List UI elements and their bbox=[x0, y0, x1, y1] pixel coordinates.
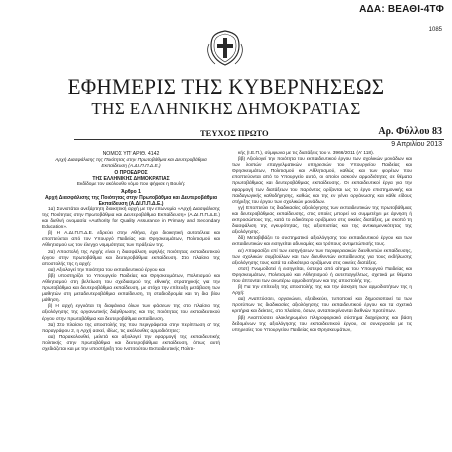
issue-label: ΤΕΥΧΟΣ ΠΡΩΤΟ bbox=[200, 128, 269, 138]
article-heading: Άρθρο 1 bbox=[121, 188, 141, 195]
law-number: ΝΟΜΟΣ ΥΠ' ΑΡΙΘ. 4142 bbox=[102, 151, 160, 157]
paragraph: 2α) Αποστολή της Αρχής είναι η διασφάλιση υψηλής ποιότητας εκπαιδευτικού έργου στην πρωτοβάθμια και δευτεροβάθμια εκπαίδευση. Στο πλαίσιο της αποστολής της η αρχή: bbox=[42, 249, 220, 267]
sheet-number: Αρ. Φύλλου 83 bbox=[378, 126, 442, 137]
paragraph: αα) Αξιολογεί την ποιότητα του εκπαιδευτικού έργου και bbox=[48, 267, 165, 273]
paragraph: κής (Ι.Ε.Π.), σύμφωνα με τις διατάξεις του ν. 3966/2011 (Α' 118). bbox=[238, 151, 375, 156]
ada-code: ΑΔΑ: ΒΕΑΘΙ-4ΤΦ bbox=[359, 4, 444, 15]
article-title: Αρχή Διασφάλισης της Ποιότητας στην Πρωτοβάθμια και Δευτεροβάθμια Εκπαίδευση (Α.ΔΙ.Π.Π.Δ.Ε.) bbox=[44, 194, 218, 207]
paragraph: αα) Αναπτύσσει, οργανώνει, εξειδικεύει, τυποποιεί και δημοσιοποιεί τα των προτύπων τις διαδικασίες αξιολόγησης του εκπαιδευτικού έργου και τα σχετικά κριτήρια και δείκτες, στο πλαίσιο, όσων, ανταποκρίνονται διεθνών προτύπων. bbox=[232, 297, 412, 315]
paragraph: β) Η αρχή εγγυάται τη διαφάνεια όλων των φάσεων της στο πλαίσιο της αξιολόγησης της οργανωτικής διάρθρωσης και της ποιότητας του εκπαιδευτικού έργου στην πρωτοβάθμια και δευτεροβάθμια εκπαίδευση. bbox=[42, 304, 220, 322]
paragraph: ββ) Αναπτύσσει ολοκληρωμένο πληροφοριακό σύστημα διαχείρισης και βάση δεδομένων της αξιολόγησης του εκπαιδευτικού έργου, σε συνεργασία με τις υπηρεσίες του Υπουργείου Παιδείας και Θρησκευμάτων, bbox=[232, 315, 412, 333]
president-heading: Ο ΠΡΟΕΔΡΟΣ bbox=[114, 170, 148, 177]
header-divider bbox=[74, 139, 444, 140]
paragraph: γγ) Εποπτεύει τις διαδικασίες αξιολόγησης των εκπαιδευτικών της πρωτοβάθμιας και δευτεροβάθμιας εκπαίδευσης, στις οποίες μπορεί να συμμετέχει με άρνηση ή εκπροσώπους της, κατά το ειδικότερο οριζόμενο στις οικείες διατάξεις, με σκοπό τη διασφάλιση της εγκυρότητας, της αξιοπιστίας και της αντικειμενικότητας της αξιολόγησης. bbox=[232, 205, 412, 236]
page-number: 1085 bbox=[428, 27, 442, 33]
paragraph: ββ) υποστηρίζει το Υπουργείο Παιδείας και Θρησκευμάτων, Πολιτισμού και Αθλητισμού στη βελτίωση του σχεδιασμού της εθνικής στρατηγικής για την πρωτοβάθμια και δευτεροβάθμια εκπαίδευση, με στόχο την επίτευξη μετάβαση των μαθητών στη μεταδευτεροβάθμια εκπαίδευση, τη σταδιοδρομία και τη δια βίου μάθηση. bbox=[42, 273, 220, 304]
president-subheading: ΤΗΣ ΕΛΛΗΝΙΚΗΣ ΔΗΜΟΚΡΑΤΙΑΣ bbox=[92, 176, 170, 183]
paragraph: αα) Παρακολουθεί, μελετά και αξιολογεί την εφαρμογή της εκπαιδευτικής πολιτικής στην πρωτοβάθμια και δευτεροβάθμια εκπαίδευση, όπως αυτή σχεδιάζεται και με την υποστήριξη του Ινστιτούτου Εκπαιδευτικής Πολιτι- bbox=[42, 334, 220, 352]
paragraph: στστ) Γνωμοδοτεί ή εισηγείται, ύστερα από αίτημα του Υπουργού Παιδείας και Θρησκευμάτων, Πολιτισμού και Αθλητισμού ή αυτεπαγγέλτως, σχετικά με θέματα που άπτονται των ανωτέρω αρμοδιοτήτων και της αποστολής της. bbox=[232, 266, 412, 284]
paragraph: 1α) Συνιστάται ανεξάρτητη διοικητική αρχή με την επωνυμία «Αρχή Διασφάλισης της Ποιότητας στην Πρωτοβάθμια και Δευτεροβάθμια Εκπαίδευση» (Α.ΔΙ.Π.Π.Δ.Ε.) και διεθνή ονομασία «Authority for Quality Assurance in Primary and Secondary Education». bbox=[42, 206, 220, 231]
right-column bbox=[232, 151, 412, 334]
paragraph: ββ) Αξιολογεί την ποιότητα του εκπαιδευτικού έργου των σχολικών μονάδων και των λοιπών επαγγελματικών υπηρεσιών του Υπουργείου Παιδείας και Θρησκευμάτων, Πολιτισμού και Αθλητισμού, καθώς και των φορέων που εποπτεύονται από το Υπουργείο αυτό, οι οποίοι ασκούν αρμοδιότητες σε θέματα πρωτοβάθμιας και δευτεροβάθμιας εκπαίδευσης. Οι εκπαιδευτικοί έργα για την εφαρμογή των διατάξεων του παρόντος ορίζονται ως το έργο επιστημονικής και παιδαγωγικής καθοδήγησης, καθώς και της εν γένει οργάνωσης και κάθε είδους στήριξης του έργου των σχολικών μονάδων. bbox=[232, 157, 412, 205]
law-title: Αρχή Διασφάλισης της Ποιότητας στην Πρωτοβάθμια και Δευτεροβάθμια Εκπαίδευση (Α.ΔΙ.Π.Π.Δ.Ε.) bbox=[55, 158, 207, 170]
gazette-subtitle: ΤΗΣ ΕΛΛΗΝΙΚΗΣ ΔΗΜΟΚΡΑΤΙΑΣ bbox=[91, 99, 361, 118]
paragraph: β) Η Α.ΔΙ.Π.Π.Δ.Ε. εδρεύει στην Αθήνα, έχει διοικητική αυτοτέλεια και εποπτεύεται από τον Υπουργό Παιδείας και Θρησκευμάτων, Πολιτισμού και Αθλητισμού ως τον έλεγχο νομιμότητας των πράξεών της. bbox=[42, 231, 220, 249]
paragraph: εε) Αποφασίζει επί των εισηγήσεων των περιφερειακών διευθυντών εκπαίδευσης, των σχολικών συμβούλων και των διευθυντών εκπαίδευσης για τους εκδήλωσης αξιολόγησης τους κατά τα ειδικότερα οριζόμενα στις οικείες διατάξεις. bbox=[232, 248, 412, 266]
enactment-clause: Εκδίδομε τον ακόλουθο νόμο που ψήφισε η Βουλή: bbox=[76, 182, 186, 188]
greek-coat-of-arms-icon bbox=[205, 28, 245, 68]
paragraph: β) Για την επίτευξη της αποστολής της και την άσκηση των αρμοδιοτήτων της η Αρχή: bbox=[232, 285, 412, 297]
paragraph: 3α) Στο πλαίσιο της αποστολής της που περιγράφεται στην περίπτωση α' της παραγράφου 2, η Αρχή ασκεί, ιδίως, τις ακόλουθες αρμοδιότητες: bbox=[42, 322, 220, 334]
paragraph: δδ) Μεταβιβάζει το συστηματικό αξιολόγησης του εκπαιδευτικού έργου και των εκπαιδευτικών και εισηγείται αδυναμίες και τρόπους αντιμετώπισής τους. bbox=[232, 236, 412, 248]
issue-date: 9 Απριλίου 2013 bbox=[391, 141, 442, 148]
gazette-title: ΕΦΗΜΕΡΙΣ ΤΗΣ ΚΥΒΕΡΝΗΣΕΩΣ bbox=[67, 74, 385, 99]
left-column bbox=[42, 151, 220, 353]
